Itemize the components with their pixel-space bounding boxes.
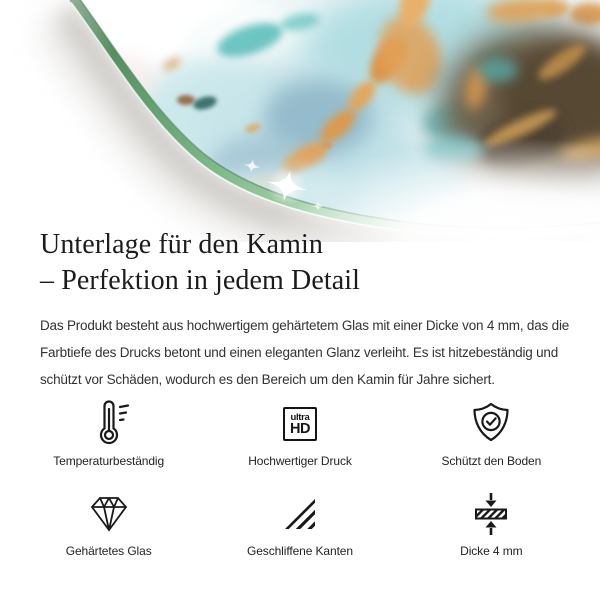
thermometer-icon (85, 400, 133, 448)
feature-floor-protection (396, 400, 587, 468)
feature-print-quality (204, 400, 395, 468)
ultra-hd-text-top: ultra (290, 411, 310, 423)
description-line: schützt vor Schäden, wodurch es den Bereich um den Kamin für Jahre sichert. (40, 372, 495, 387)
feature-label: Schützt den Boden (441, 454, 542, 468)
feature-grid (13, 400, 587, 558)
description-line: Farbtiefe des Drucks betont und einen eleganten Glanz verleiht. Es ist hitzebeständig und (40, 345, 559, 360)
page-title-line1: Unterlage für den Kamin (40, 229, 323, 260)
feature-label: Gehärtetes Glas (65, 544, 152, 558)
description-line: Das Produkt besteht aus hochwertigem gehärtetem Glas mit einer Dicke von 4 mm, das die (40, 318, 570, 333)
shield-check-icon (467, 400, 515, 448)
page-title-line2: – Perfektion in jedem Detail (40, 265, 361, 296)
ultra-hd-icon (283, 400, 317, 448)
feature-tempered-glass (13, 490, 204, 558)
feature-label: Hochwertiger Druck (248, 454, 352, 468)
thickness-icon (467, 490, 515, 538)
product-description (40, 312, 569, 393)
feature-temperature (13, 400, 204, 468)
glass-pad-image (0, 0, 600, 242)
polished-edges-icon (276, 490, 324, 538)
ultra-hd-text-bottom: HD (290, 420, 310, 437)
feature-label: Dicke 4 mm (460, 544, 523, 558)
feature-polished-edges (204, 490, 395, 558)
page-title (40, 227, 360, 299)
feature-thickness (396, 490, 587, 558)
diamond-icon (85, 490, 133, 538)
feature-label: Temperaturbeständig (53, 454, 165, 468)
feature-label: Geschliffene Kanten (247, 544, 353, 558)
glass-pad-illustration (0, 0, 600, 242)
